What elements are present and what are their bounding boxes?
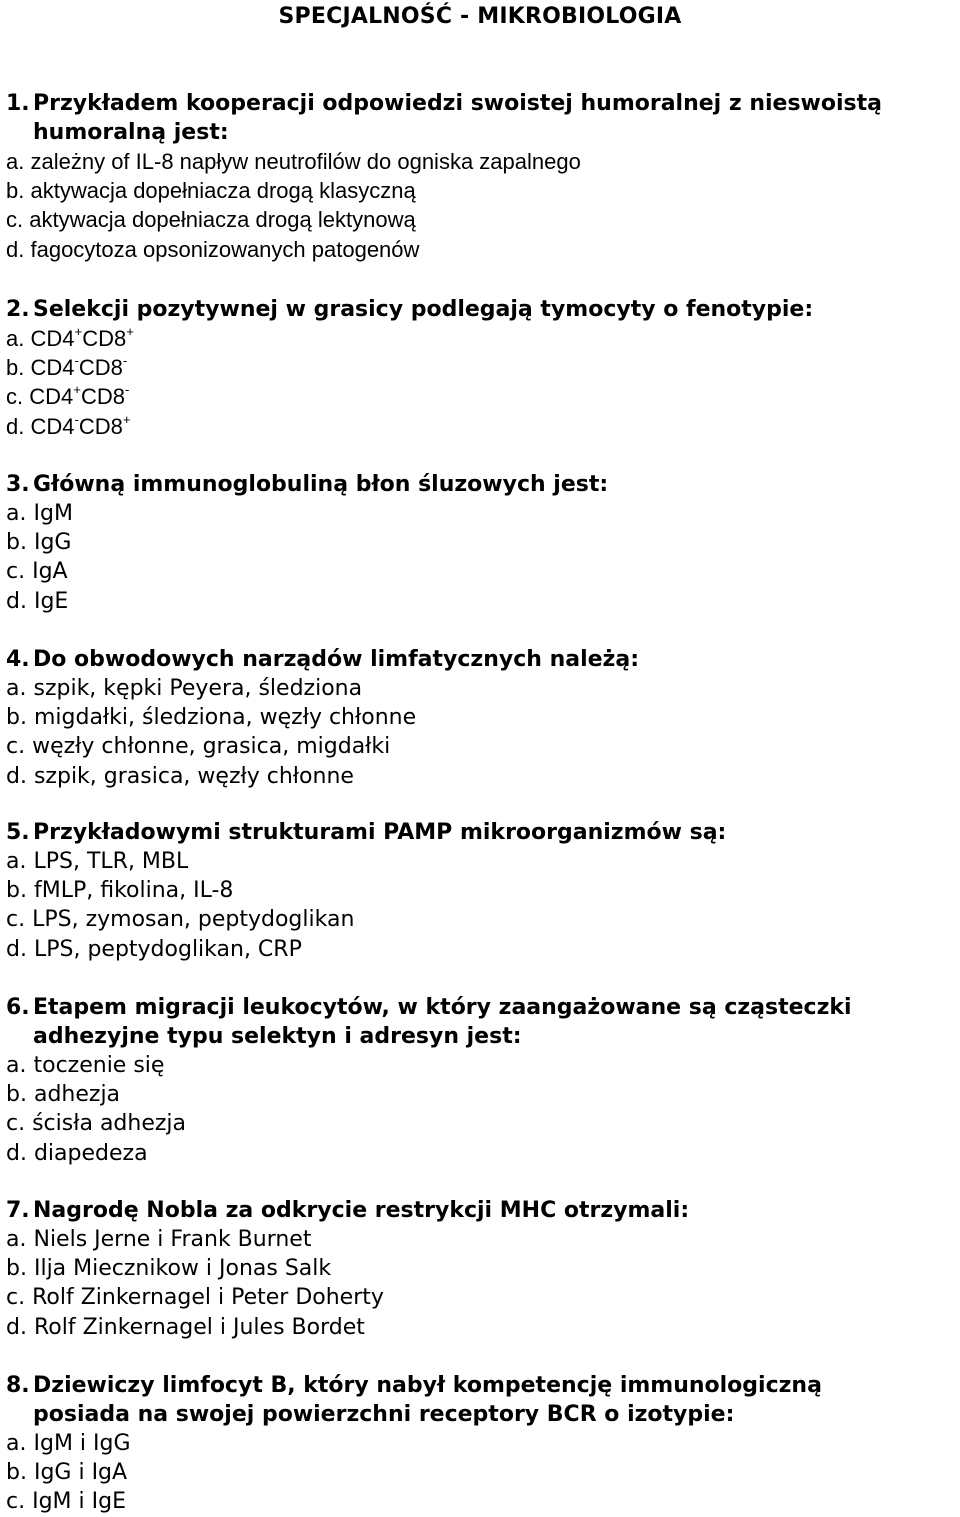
answer-text: Niels Jerne i Frank Burnet: [33, 1227, 312, 1252]
answer-letter: d.: [6, 1314, 27, 1340]
answer-text: węzły chłonne, grasica, migdałki: [32, 734, 391, 760]
question-number: 5.: [6, 820, 30, 845]
answer-text: IgG: [33, 530, 72, 556]
answer-text: LPS, zymosan, peptydoglikan: [32, 907, 355, 933]
answer-option: [6, 412, 956, 441]
answer-letter: a.: [6, 326, 25, 351]
answer-letter: b.: [6, 1082, 27, 1108]
answer-letter: b.: [6, 705, 27, 731]
answer-option: [6, 1487, 956, 1516]
answer-letter: c.: [6, 559, 26, 585]
answer-letter: b.: [6, 178, 25, 204]
answer-option: [6, 935, 956, 964]
answer-option: [6, 557, 956, 586]
question-heading: [6, 645, 956, 674]
answer-text: Rolf Zinkernagel i Peter Doherty: [32, 1285, 384, 1311]
question-2: [6, 295, 956, 441]
answer-letter: d.: [6, 1140, 27, 1166]
answer-option: [6, 205, 956, 234]
question-3: [6, 470, 956, 616]
answer-letter: b.: [6, 355, 25, 381]
answer-text: Ilja Miecznikow i Jonas Salk: [33, 1256, 332, 1282]
question-number: 4.: [6, 647, 30, 672]
question-text: [33, 993, 956, 1051]
answer-letter: d.: [6, 236, 25, 262]
answer-text: IgA: [32, 559, 68, 585]
answer-option: [6, 1080, 956, 1109]
question-text-line: Dziewiczy limfocyt B, który nabył kompetencję immunologiczną: [33, 1373, 822, 1398]
answer-option: [6, 732, 956, 761]
answer-option: [6, 324, 956, 353]
answer-text: fagocytoza opsonizowanych patogenów: [30, 236, 420, 262]
answer-text: szpik, grasica, węzły chłonne: [33, 763, 354, 789]
question-1: [6, 89, 956, 264]
answer-option: [6, 1283, 956, 1312]
answer-letter: b.: [6, 530, 27, 556]
question-heading: [6, 295, 956, 324]
answer-letter: d.: [6, 588, 27, 614]
answer-option: [6, 703, 956, 732]
question-4: [6, 645, 956, 791]
answer-text: aktywacja dopełniacza drogą lektynową: [29, 207, 416, 233]
question-text: [33, 645, 956, 674]
document-title: SPECJALNOŚĆ - MIKROBIOLOGIA: [278, 4, 682, 29]
answer-option: [6, 1429, 956, 1458]
question-heading: [6, 89, 956, 147]
question-7: [6, 1196, 956, 1342]
question-number: 6.: [6, 995, 30, 1020]
answer-option: [6, 1139, 956, 1168]
question-text-line: Etapem migracji leukocytów, w który zaangażowane są cząsteczki: [33, 995, 852, 1020]
question-number: 8.: [6, 1373, 30, 1398]
question-text-line: adhezyjne typu selektyn i adresyn jest:: [33, 1024, 522, 1049]
answer-letter: c.: [6, 734, 26, 760]
answer-text: LPS, TLR, MBL: [33, 849, 189, 874]
answer-text: zależny of IL-8 napływ neutrofilów do ogniska zapalnego: [30, 149, 581, 174]
answer-text: adhezja: [33, 1082, 121, 1108]
answer-text: CD4-CD8-: [30, 353, 128, 381]
answer-text: CD4+CD8-: [29, 382, 130, 410]
question-text-line: Selekcji pozytywnej w grasicy podlegają tymocyty o fenotypie:: [33, 297, 814, 322]
question-text: [33, 295, 956, 324]
answer-letter: c.: [6, 1111, 26, 1137]
question-text-line: Przykładem kooperacji odpowiedzi swoistej humoralnej z nieswoistą: [33, 91, 882, 116]
answer-option: [6, 847, 956, 876]
question-text-line: Nagrodę Nobla za odkrycie restrykcji MHC otrzymali:: [33, 1198, 690, 1223]
answer-text: toczenie się: [33, 1053, 165, 1078]
question-8: [6, 1371, 956, 1517]
answer-letter: c.: [6, 1285, 26, 1311]
answer-text: IgG i IgA: [33, 1460, 128, 1486]
question-number: 1.: [6, 91, 30, 116]
answer-letter: d.: [6, 936, 27, 962]
answer-text: IgM i IgG: [33, 1431, 131, 1456]
answer-option: [6, 905, 956, 934]
answer-letter: a.: [6, 849, 27, 874]
answer-option: [6, 1109, 956, 1138]
answer-option: [6, 1313, 956, 1342]
question-heading: [6, 470, 956, 499]
answer-option: [6, 1225, 956, 1254]
answer-letter: a.: [6, 149, 25, 174]
answer-text: Rolf Zinkernagel i Jules Bordet: [33, 1314, 365, 1340]
answer-option: [6, 1051, 956, 1080]
question-text-line: Do obwodowych narządów limfatycznych należą:: [33, 647, 639, 672]
answer-letter: c.: [6, 207, 24, 233]
answer-text: CD4+CD8+: [30, 324, 134, 351]
answer-letter: c.: [6, 1489, 26, 1515]
question-text-line: Przykładowymi strukturami PAMP mikroorganizmów są:: [33, 820, 727, 845]
answer-option: [6, 353, 956, 382]
question-heading: [6, 1371, 956, 1429]
question-number: 2.: [6, 297, 30, 322]
answer-option: [6, 176, 956, 205]
answer-letter: a.: [6, 1431, 27, 1456]
answer-option: [6, 762, 956, 791]
answer-option: [6, 382, 956, 411]
answer-option: [6, 147, 956, 176]
answer-letter: a.: [6, 1227, 27, 1252]
answer-letter: c.: [6, 907, 26, 933]
answer-text: IgM i IgE: [32, 1489, 126, 1515]
question-text: [33, 1371, 956, 1429]
answer-text: ścisła adhezja: [32, 1111, 187, 1137]
question-text-line: posiada na swojej powierzchni receptory BCR o izotypie:: [33, 1402, 735, 1427]
question-number: 7.: [6, 1198, 30, 1223]
answer-option: [6, 528, 956, 557]
answer-text: migdałki, śledziona, węzły chłonne: [33, 705, 417, 731]
question-number: 3.: [6, 472, 30, 497]
answer-option: [6, 876, 956, 905]
answer-letter: c.: [6, 384, 24, 410]
answer-text: diapedeza: [33, 1140, 148, 1166]
answer-text: fMLP, fikolina, IL-8: [33, 878, 234, 904]
answer-option: [6, 235, 956, 264]
answer-text: aktywacja dopełniacza drogą klasyczną: [30, 178, 416, 204]
answer-letter: b.: [6, 878, 27, 904]
question-text: [33, 1196, 956, 1225]
answer-letter: a.: [6, 676, 27, 701]
question-heading: [6, 818, 956, 847]
question-heading: [6, 993, 956, 1051]
question-text-line: humoralną jest:: [33, 120, 229, 145]
question-heading: [6, 1196, 956, 1225]
answer-option: [6, 499, 956, 528]
answer-text: CD4-CD8+: [30, 411, 131, 439]
answer-text: szpik, kępki Peyera, śledziona: [33, 676, 363, 701]
question-5: [6, 818, 956, 964]
answer-option: [6, 587, 956, 616]
answer-option: [6, 1458, 956, 1487]
question-6: [6, 993, 956, 1168]
answer-text: LPS, peptydoglikan, CRP: [33, 936, 302, 962]
answer-letter: b.: [6, 1256, 27, 1282]
answer-text: IgE: [33, 588, 69, 614]
answer-letter: b.: [6, 1460, 27, 1486]
question-text: [33, 470, 956, 499]
question-text: [33, 89, 956, 147]
answer-option: [6, 674, 956, 703]
answer-option: [6, 1254, 956, 1283]
question-text: [33, 818, 956, 847]
answer-text: IgM: [33, 501, 73, 526]
answer-letter: d.: [6, 763, 27, 789]
answer-letter: d.: [6, 413, 25, 439]
question-text-line: Główną immunoglobuliną błon śluzowych jest:: [33, 472, 609, 497]
answer-letter: a.: [6, 1053, 27, 1078]
answer-letter: a.: [6, 501, 27, 526]
